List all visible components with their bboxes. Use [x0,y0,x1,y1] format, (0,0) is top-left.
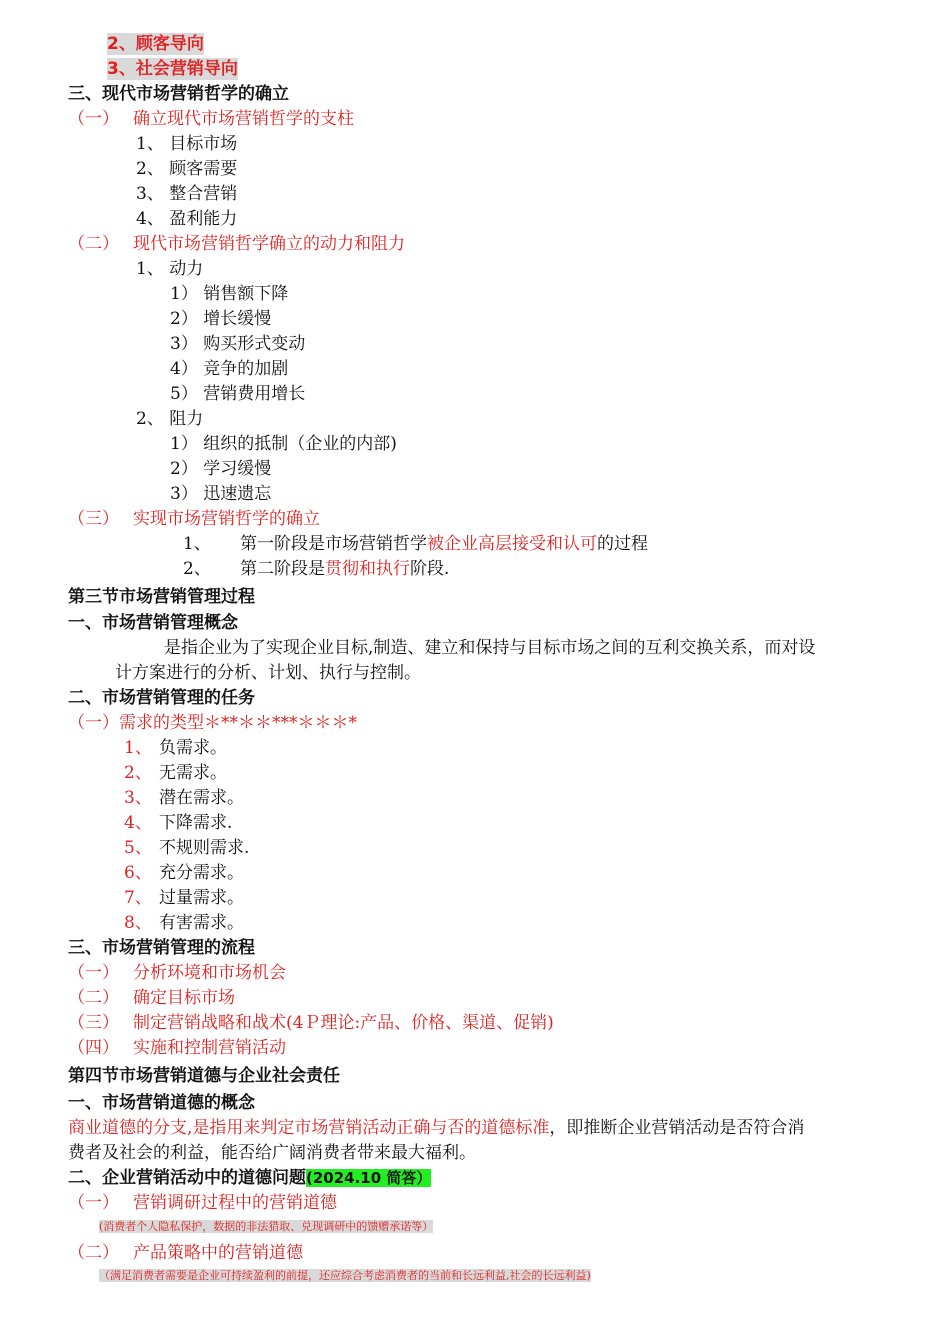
section-four-title: 第四节市场营销道德与企业社会责任 [68,1066,340,1086]
concept-paragraph-line2: 计方案进行的分析、计划、执行与控制。 [115,663,421,683]
subheading-title: 实现市场营销哲学的确立 [133,509,320,529]
flow-text: 制定营销战略和战术(4Ｐ理论:产品、价格、渠道、促销) [133,1013,554,1033]
subheading-title: 现代市场营销哲学确立的动力和阻力 [133,234,405,254]
list-item: 2、 顾客需要 [136,159,238,179]
note-text: (消费者个人隐私保护，数据的非法猎取、兑现调研中的馈赠承诺等） [99,1220,434,1233]
list-item-motive: 1、 动力 [136,259,204,279]
list-item: 5） 营销费用增长 [170,384,306,404]
stage-one [183,533,648,555]
subheading-label: （二） [68,234,119,254]
flow-label: （三） [68,1013,119,1033]
list-text: 充分需求。 [159,863,244,883]
heading-text: 二、企业营销活动中的道德问题 [68,1168,306,1188]
item-social-marketing-orientation: 3、社会营销导向 [107,59,238,79]
list-text: 不规则需求. [159,838,250,858]
list-item [124,862,244,884]
list-number: 3、 [124,788,152,808]
list-number: 2、 [124,763,152,783]
research-ethics-note [99,1219,433,1235]
exam-tag: (2024.10 简答） [306,1169,432,1187]
subheading-pillars [68,108,354,130]
list-text: 潜在需求。 [159,788,244,808]
stage-text: 第一阶段是市场营销哲学 [240,534,427,554]
stage-text: 的过程 [597,534,648,554]
flow-step [68,987,235,1009]
heading-management-concept: 一、市场营销管理概念 [68,613,238,633]
product-ethics-note [99,1268,591,1284]
stage-text: 阶段. [410,559,450,579]
subheading-label: （三） [68,509,119,529]
list-item: 1） 组织的抵制（企业的内部) [170,434,397,454]
subheading-realize-philosophy [68,508,320,530]
list-item [124,837,249,859]
stage-text: 第二阶段是 [240,559,325,579]
flow-text: 实施和控制营销活动 [133,1038,286,1058]
ethics-definition-text: ，即推断企业营销活动是否符合消 [549,1118,805,1138]
stage-highlight: 贯彻和执行 [325,559,410,579]
flow-text: 确定目标市场 [133,988,235,1008]
list-text: 有害需求。 [159,913,244,933]
list-item: 4、 盈利能力 [136,209,238,229]
subheading-label: （一） [68,109,119,129]
list-item: 1、 目标市场 [136,134,238,154]
flow-label: （四） [68,1038,119,1058]
subheading-label: （二） [68,1243,119,1263]
item-customer-orientation: 2、顾客导向 [107,34,204,54]
list-text: 过量需求。 [159,888,244,908]
list-number: 8、 [124,913,152,933]
stage-number: 2、 [183,559,211,579]
note-text: （满足消费者需要是企业可持续盈利的前提，还应综合考虑消费者的当前和长远利益,社会的长远利益) [99,1269,591,1282]
flow-step [68,1012,554,1034]
ethics-definition-line1 [68,1117,804,1139]
flow-step [68,1037,286,1059]
list-item [124,887,244,909]
list-text: 下降需求. [159,813,233,833]
list-item [124,737,227,759]
subheading-product-ethics [68,1242,303,1264]
list-item: 3） 购买形式变动 [170,334,306,354]
list-number: 5、 [124,838,152,858]
list-number: 6、 [124,863,152,883]
subheading-title: 产品策略中的营销道德 [133,1243,303,1263]
list-number: 7、 [124,888,152,908]
heading-management-tasks: 二、市场营销管理的任务 [68,688,255,708]
subheading-motive-resistance [68,233,405,255]
subheading-demand-types: （一）需求的类型＊**＊＊***＊＊＊* [68,713,357,733]
heading-modern-marketing-philosophy: 三、现代市场营销哲学的确立 [68,84,289,104]
flow-step [68,962,286,984]
list-item-resistance: 2、 阻力 [136,409,204,429]
list-item: 3） 迅速遗忘 [170,484,272,504]
list-item: 3、 整合营销 [136,184,238,204]
subheading-title: 确立现代市场营销哲学的支柱 [133,109,354,129]
flow-text: 分析环境和市场机会 [133,963,286,983]
list-number: 1、 [124,738,152,758]
list-item: 2） 增长缓慢 [170,309,272,329]
ethics-definition-line2: 费者及社会的利益，能否给广阔消费者带来最大福利。 [68,1143,476,1163]
heading-ethics-concept: 一、市场营销道德的概念 [68,1093,255,1113]
heading-management-flow: 三、市场营销管理的流程 [68,938,255,958]
list-text: 无需求。 [159,763,227,783]
stage-two [183,558,449,580]
list-item [124,912,244,934]
subheading-title: 营销调研过程中的营销道德 [133,1193,337,1213]
list-item [124,787,244,809]
list-number: 4、 [124,813,152,833]
list-item [124,812,232,834]
ethics-definition-highlight: 商业道德的分支,是指用来判定市场营销活动正确与否的道德标准 [68,1118,550,1138]
flow-label: （二） [68,988,119,1008]
concept-paragraph-line1: 是指企业为了实现企业目标,制造、建立和保持与目标市场之间的互利交换关系，而对设 [164,638,816,658]
subheading-research-ethics [68,1192,337,1214]
stage-number: 1、 [183,534,211,554]
flow-label: （一） [68,963,119,983]
list-item: 2） 学习缓慢 [170,459,272,479]
list-item: 1） 销售额下降 [170,284,289,304]
list-text: 负需求。 [159,738,227,758]
list-item [124,762,227,784]
section-three-title: 第三节市场营销管理过程 [68,587,255,607]
subheading-label: （一） [68,1193,119,1213]
list-item: 4） 竞争的加剧 [170,359,289,379]
heading-ethics-issues [68,1167,431,1189]
stage-highlight: 被企业高层接受和认可 [427,534,597,554]
